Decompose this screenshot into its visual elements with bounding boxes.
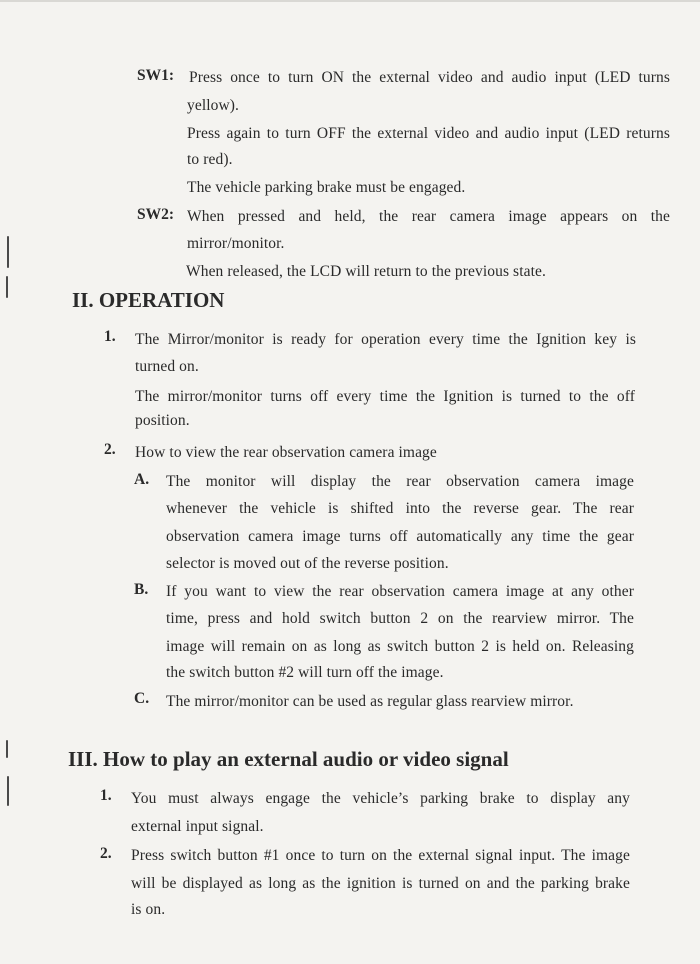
subitem-b-letter: B. (134, 581, 149, 598)
sw1-line-2: yellow). (187, 97, 240, 114)
sw2-line-3: When released, the LCD will return to the previous state. (186, 263, 546, 280)
subitem-b-line-3: image will remain on as long as switch button 2 is held on. Releasing (166, 638, 634, 655)
subitem-a-line-3: observation camera image turns off automatically any time the gear (166, 528, 634, 545)
subitem-b-line-4: the switch button #2 will turn off the image. (166, 664, 444, 681)
section-2-item-2-line-1: How to view the rear observation camera image (135, 444, 437, 461)
left-margin-mark (6, 740, 8, 758)
sw1-line-1: Press once to turn ON the external video and audio input (LED turns (189, 69, 670, 86)
subitem-c-line-1: The mirror/monitor can be used as regular glass rearview mirror. (166, 693, 574, 710)
left-margin-mark (6, 276, 8, 298)
subitem-b-line-2: time, press and hold switch button 2 on the rearview mirror. The (166, 610, 634, 627)
section-3-item-2-line-3: is on. (131, 901, 166, 918)
subitem-a-line-1: The monitor will display the rear observation camera image (166, 473, 634, 490)
sw1-line-4: to red). (187, 151, 233, 168)
left-margin-mark (7, 776, 9, 806)
subitem-b-line-1: If you want to view the rear observation camera image at any other (166, 583, 634, 600)
section-3-heading: III. How to play an external audio or video signal (68, 747, 509, 771)
sw1-line-3: Press again to turn OFF the external video and audio input (LED returns (187, 125, 670, 142)
subitem-c-letter: C. (134, 690, 150, 707)
section-3-item-2-line-1: Press switch button #1 once to turn on the external signal input. The image (131, 847, 630, 864)
top-edge-shadow (0, 0, 700, 2)
section-2-item-1-line-4: position. (135, 412, 190, 429)
subitem-a-line-4: selector is moved out of the reverse position. (166, 555, 449, 572)
subitem-a-letter: A. (134, 471, 150, 488)
section-2-item-1-line-1: The Mirror/monitor is ready for operation every time the Ignition key is (135, 331, 636, 348)
sw2-line-2: mirror/monitor. (187, 235, 285, 252)
section-3-item-1-line-2: external input signal. (131, 818, 264, 835)
sw1-label: SW1: (137, 67, 175, 84)
sw1-line-5: The vehicle parking brake must be engaged. (187, 179, 466, 196)
left-margin-mark (7, 236, 9, 268)
section-3-item-1-line-1: You must always engage the vehicle’s parking brake to display any (131, 790, 630, 807)
section-2-item-1-line-3: The mirror/monitor turns off every time the Ignition is turned to the off (135, 388, 635, 405)
section-2-item-2-number: 2. (104, 441, 116, 458)
section-2-heading: II. OPERATION (72, 288, 225, 312)
subitem-a-line-2: whenever the vehicle is shifted into the reverse gear. The rear (166, 500, 634, 517)
section-3-item-1-number: 1. (100, 787, 112, 804)
section-3-item-2-number: 2. (100, 845, 112, 862)
sw2-line-1: When pressed and held, the rear camera image appears on the (187, 208, 670, 225)
section-2-item-1-number: 1. (104, 328, 116, 345)
sw2-label: SW2: (137, 206, 175, 223)
section-3-item-2-line-2: will be displayed as long as the ignition is turned on and the parking brake (131, 875, 630, 892)
section-2-item-1-line-2: turned on. (135, 358, 199, 375)
